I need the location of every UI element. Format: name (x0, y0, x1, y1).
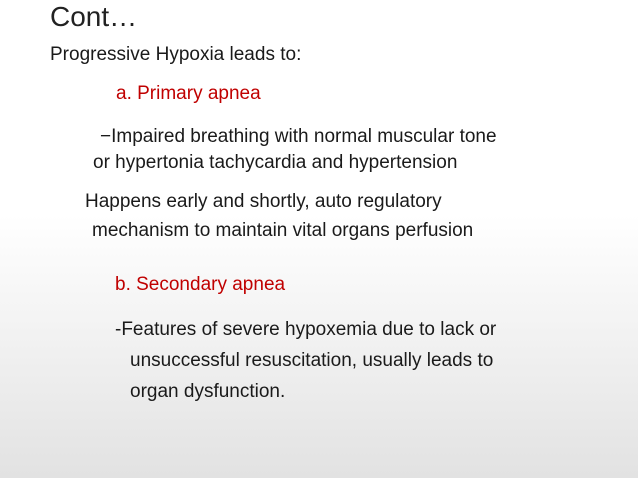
primary-apnea-desc-line2: or hypertonia tachycardia and hypertension (93, 152, 458, 173)
secondary-apnea-desc-line3: organ dysfunction. (130, 381, 286, 402)
primary-apnea-heading: a. Primary apnea (116, 83, 261, 104)
primary-apnea-note-line2: mechanism to maintain vital organs perfusion (92, 220, 474, 241)
primary-apnea-note-line1: Happens early and shortly, auto regulatory (85, 191, 442, 212)
secondary-apnea-desc-line1: -Features of severe hypoxemia due to lack or (115, 319, 497, 340)
secondary-apnea-desc-line2: unsuccessful resuscitation, usually leads to (130, 350, 494, 371)
intro-text: Progressive Hypoxia leads to: (50, 44, 302, 65)
primary-apnea-desc-line1: −Impaired breathing with normal muscular tone (100, 126, 497, 147)
secondary-apnea-heading: b. Secondary apnea (115, 274, 286, 295)
slide-title: Cont… (50, 1, 138, 32)
